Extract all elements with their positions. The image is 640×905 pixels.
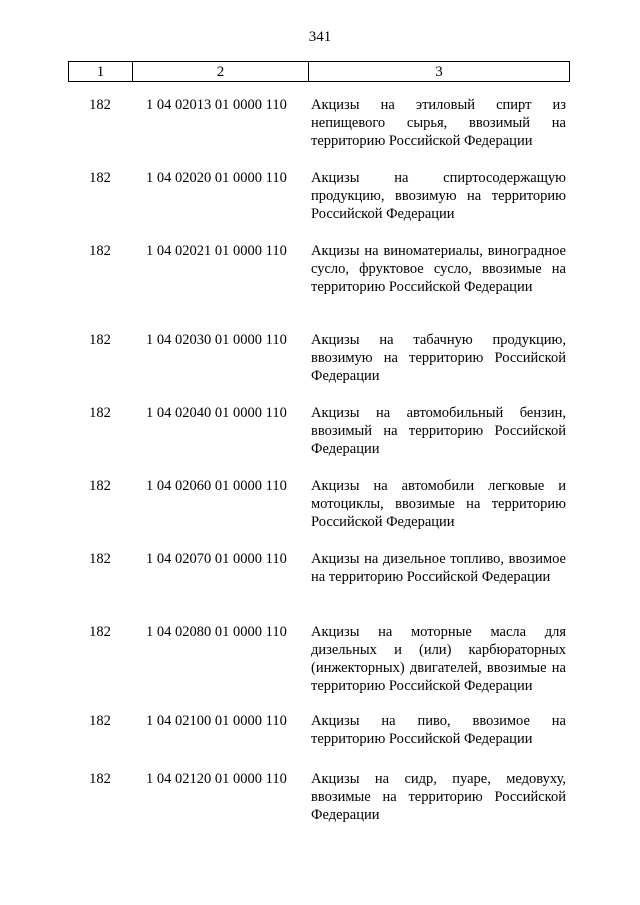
budget-classification-code: 1 04 02080 01 0000 110 [146,624,287,640]
table-row [0,477,640,550]
budget-classification-code: 1 04 02070 01 0000 110 [146,551,287,567]
revenue-description: Акцизы на автомобили легковые и мотоциклы, ввозимые на территорию Российской Федерации [311,478,566,530]
revenue-description: Акцизы на этиловый спирт из непищевого сырья, ввозимый на территорию Российской Федерации [311,97,566,149]
column-header-table [68,61,570,82]
admin-code: 182 [89,405,111,421]
revenue-description: Акцизы на моторные масла для дизельных и (или) карбюраторных (инжекторных) двигателей, ввозимые на территорию Российской Федерации [311,624,566,694]
budget-classification-code: 1 04 02030 01 0000 110 [146,332,287,348]
revenue-description: Акцизы на табачную продукцию, ввозимую на территорию Российской Федерации [311,332,566,384]
table-row [0,242,640,331]
budget-classification-code: 1 04 02020 01 0000 110 [146,170,287,186]
table-row [0,404,640,477]
revenue-description: Акцизы на дизельное топливо, ввозимое на территорию Российской Федерации [311,551,566,585]
table-row [0,712,640,770]
budget-classification-code: 1 04 02100 01 0000 110 [146,713,287,729]
revenue-description: Акцизы на виноматериалы, виноградное сусло, фруктовое сусло, ввозимые на территорию Российской Федерации [311,243,566,295]
admin-code: 182 [89,551,111,567]
table-row [0,169,640,242]
page-number: 341 [308,29,332,45]
revenue-description: Акцизы на спиртосодержащую продукцию, ввозимую на территорию Российской Федерации [311,170,566,222]
table-body [0,96,640,843]
admin-code: 182 [89,624,111,640]
budget-classification-code: 1 04 02060 01 0000 110 [146,478,287,494]
revenue-description: Акцизы на автомобильный бензин, ввозимый на территорию Российской Федерации [311,405,566,457]
admin-code: 182 [89,478,111,494]
admin-code: 182 [89,771,111,787]
budget-classification-code: 1 04 02013 01 0000 110 [146,97,287,113]
budget-classification-code: 1 04 02021 01 0000 110 [146,243,287,259]
table-row [0,331,640,404]
budget-classification-code: 1 04 02040 01 0000 110 [146,405,287,421]
table-row [0,770,640,843]
revenue-description: Акцизы на пиво, ввозимое на территорию Российской Федерации [311,713,566,747]
revenue-description: Акцизы на сидр, пуаре, медовуху, ввозимые на территорию Российской Федерации [311,771,566,823]
column-header-2: 2 [133,62,309,82]
budget-classification-code: 1 04 02120 01 0000 110 [146,771,287,787]
admin-code: 182 [89,97,111,113]
column-header-3: 3 [309,62,570,82]
admin-code: 182 [89,713,111,729]
column-header-1: 1 [69,62,133,82]
admin-code: 182 [89,170,111,186]
table-row [0,623,640,712]
admin-code: 182 [89,243,111,259]
table-row [0,96,640,169]
admin-code: 182 [89,332,111,348]
column-header-row [69,62,570,82]
table-row [0,550,640,623]
